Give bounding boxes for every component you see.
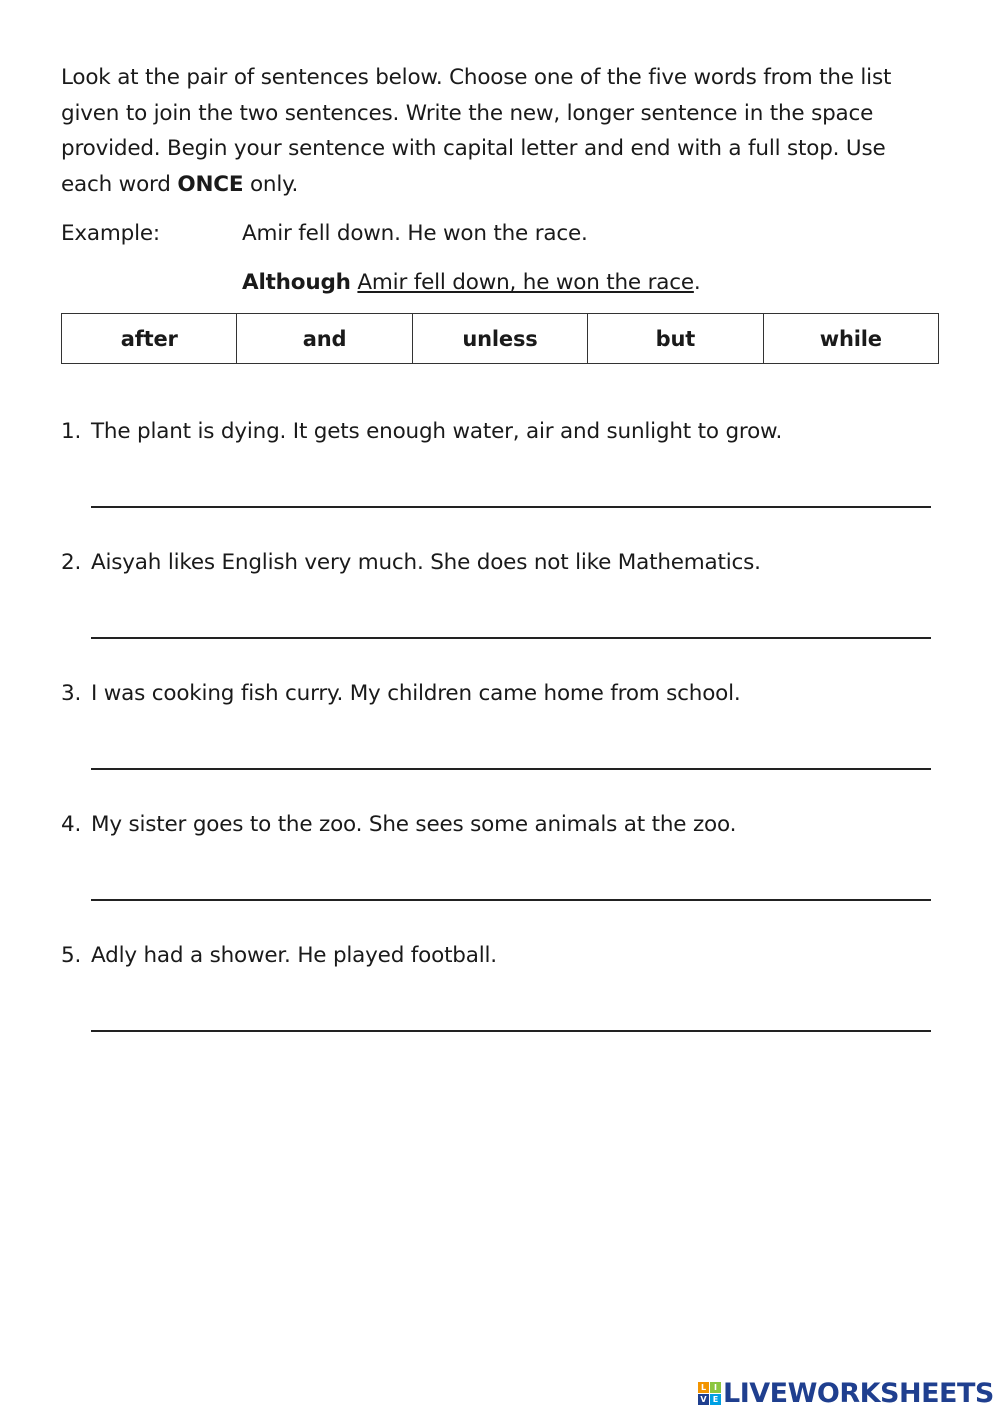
word-list-table	[61, 313, 939, 364]
example-answer	[242, 265, 701, 300]
question-text: Aisyah likes English very much. She does not like Mathematics.	[91, 550, 761, 575]
logo-mark	[698, 1382, 721, 1405]
example-answer-text: Amir fell down, he won the race	[357, 270, 694, 295]
answer-line-2[interactable]	[91, 637, 931, 639]
word-cell: but	[588, 314, 763, 364]
word-cell: while	[763, 314, 938, 364]
word-cell: unless	[412, 314, 587, 364]
question-number: 4.	[61, 812, 82, 837]
question-number: 5.	[61, 943, 82, 968]
answer-line-3[interactable]	[91, 768, 931, 770]
question-number: 1.	[61, 419, 82, 444]
question-text: Adly had a shower. He played football.	[91, 943, 497, 968]
logo-text: LIVEWORKSHEETS	[723, 1377, 994, 1409]
example-label: Example:	[61, 221, 160, 246]
question-text: I was cooking fish curry. My children came home from school.	[91, 681, 741, 706]
instructions-end: only.	[243, 171, 299, 197]
liveworksheets-logo	[698, 1376, 994, 1410]
example-answer-end: .	[693, 270, 701, 295]
example-sentence: Amir fell down. He won the race.	[242, 221, 588, 246]
logo-cell-v: V	[698, 1394, 709, 1405]
example-connector: Although	[242, 270, 351, 295]
logo-cell-l: L	[698, 1382, 709, 1393]
logo-cell-e: E	[710, 1394, 721, 1405]
answer-line-1[interactable]	[91, 506, 931, 508]
question-number: 3.	[61, 681, 82, 706]
answer-line-4[interactable]	[91, 899, 931, 901]
instructions-paragraph	[61, 60, 941, 202]
instructions-emphasis: ONCE	[177, 171, 244, 197]
word-cell: after	[62, 314, 237, 364]
question-number: 2.	[61, 550, 82, 575]
logo-cell-i: I	[710, 1382, 721, 1393]
instructions-text: Look at the pair of sentences below. Choose one of the five words from the list given to join the two sentences. Write the new, longer sentence in the space provided. Begin your sentence with capital letter and end with a full stop. Use each word	[61, 65, 892, 197]
word-list-row	[62, 314, 939, 364]
answer-line-5[interactable]	[91, 1030, 931, 1032]
question-text: My sister goes to the zoo. She sees some animals at the zoo.	[91, 812, 737, 837]
question-text: The plant is dying. It gets enough water, air and sunlight to grow.	[91, 419, 783, 444]
word-cell: and	[237, 314, 412, 364]
